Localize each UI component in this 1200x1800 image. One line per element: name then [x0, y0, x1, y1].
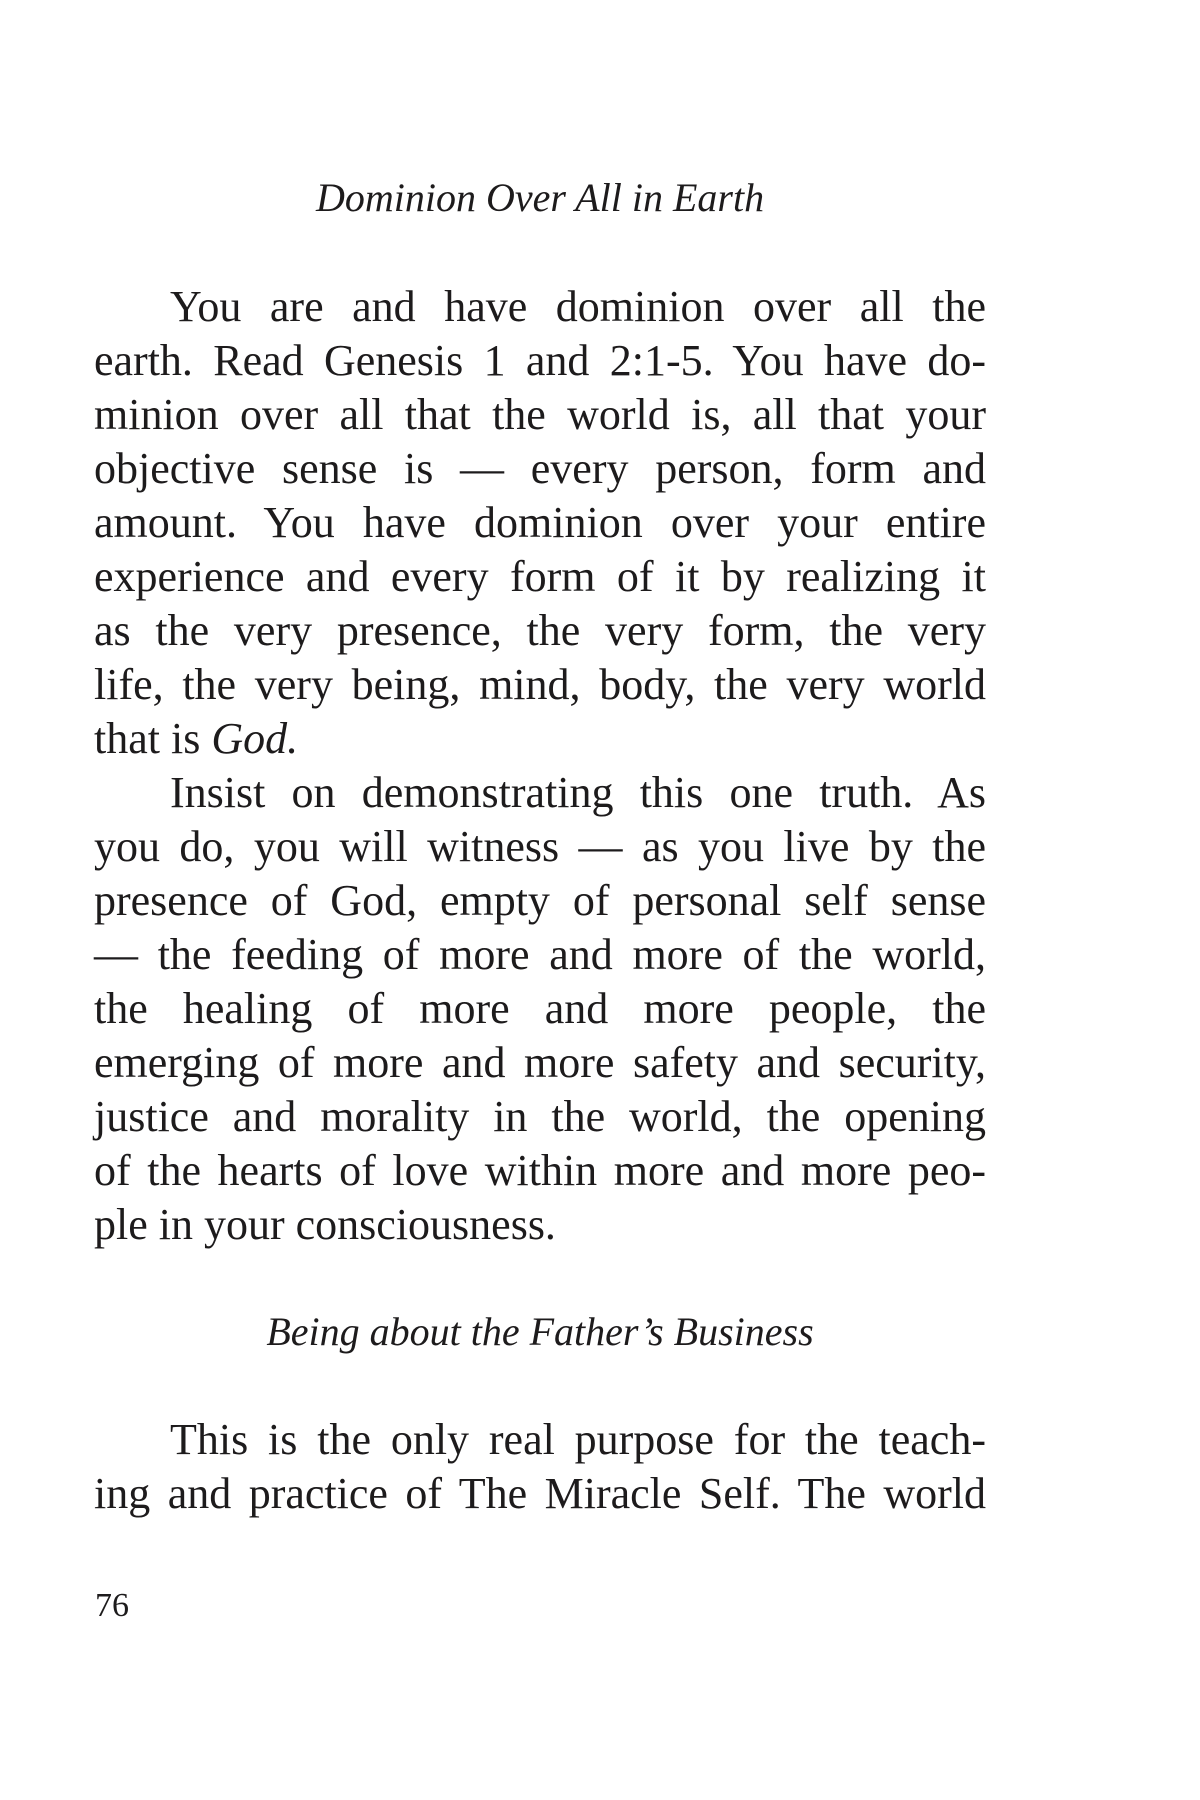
page-number: 76: [95, 1587, 129, 1624]
text-line: objective sense is — every person, form and: [94, 444, 986, 493]
text-line: — the feeding of more and more of the world,: [94, 930, 986, 979]
text-line: You are and have dominion over all the: [170, 282, 986, 331]
text-line: presence of God, empty of personal self sense: [94, 876, 986, 925]
text-line: This is the only real purpose for the teach-: [170, 1415, 986, 1464]
section-heading: Dominion Over All in Earth: [315, 175, 765, 220]
text-line: the healing of more and more people, the: [94, 984, 986, 1033]
text-line: [94, 712, 986, 766]
paragraph: [94, 1413, 986, 1521]
text-line: minion over all that the world is, all that your: [94, 390, 986, 439]
emphasis-text: God.: [211, 714, 299, 763]
text-line: of the hearts of love within more and more peo-: [94, 1146, 986, 1195]
text-line: Insist on demonstrating this one truth. As: [170, 768, 986, 817]
text-line: amount. You have dominion over your entire: [94, 498, 986, 547]
text-line: earth. Read Genesis 1 and 2:1-5. You have do-: [94, 336, 986, 385]
text-line: you do, you will witness — as you live by the: [94, 822, 986, 871]
paragraph: [94, 280, 986, 766]
text-line: life, the very being, mind, body, the very world: [94, 660, 986, 709]
text-line: ple in your consciousness.: [94, 1200, 556, 1249]
section-heading: Being about the Father’s Business: [266, 1309, 814, 1354]
text-span: that is: [94, 714, 212, 763]
text-line: experience and every form of it by realizing it: [94, 552, 986, 601]
text-line: justice and morality in the world, the opening: [94, 1092, 986, 1141]
paragraph: [94, 766, 986, 1252]
text-line: as the very presence, the very form, the very: [94, 606, 986, 655]
text-line: ing and practice of The Miracle Self. The world: [94, 1469, 986, 1518]
text-line: emerging of more and more safety and security,: [94, 1038, 986, 1087]
